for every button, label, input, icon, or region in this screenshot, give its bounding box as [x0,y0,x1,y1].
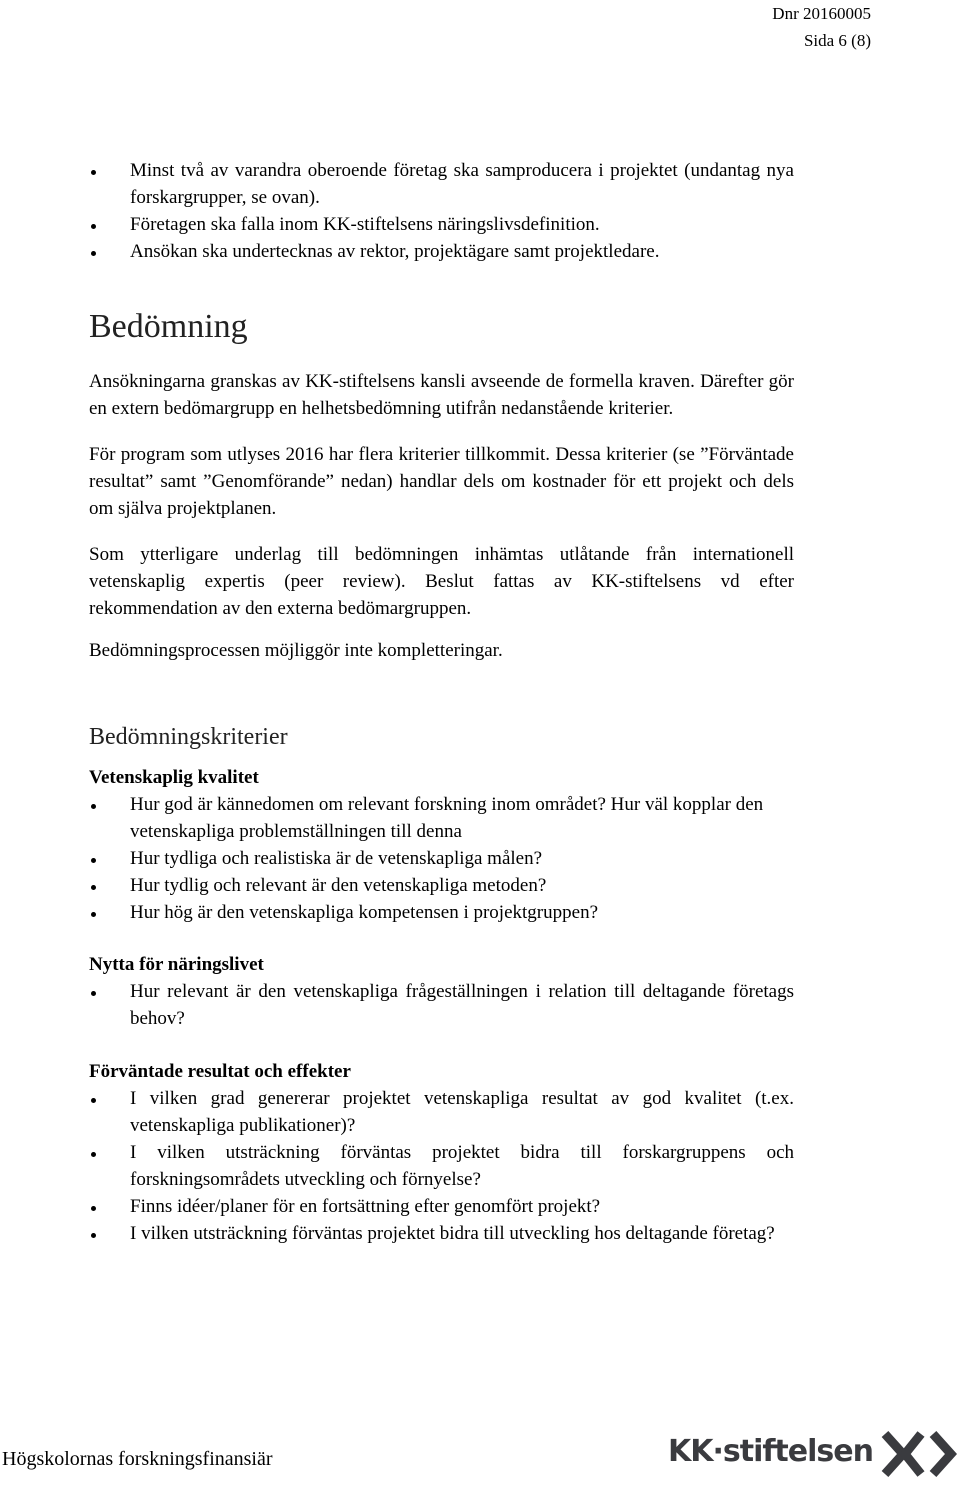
section-title: Vetenskaplig kvalitet [89,767,259,788]
list-item: I vilken grad genererar projektet vetenskapliga resultat av god kvalitet (t.ex. vetenskapliga publikationer)? [89,1085,794,1139]
kk-stiftelsen-logo [668,1431,958,1477]
paragraph: Ansökningarna granskas av KK-stiftelsens kansli avseende de formella kraven. Därefter gör en extern bedömargrupp en helhetsbedömning utifrån nedanstående kriterier. [89,371,794,419]
page-number: Sida 6 (8) [803,31,871,50]
list-item: Hur hög är den vetenskapliga kompetensen i projektgruppen? [89,899,794,926]
dnr-number: Dnr 20160005 [772,4,871,23]
logo-wordmark: KK·stiftelsen [668,1434,873,1469]
footer-tagline: Högskolornas forskningsfinansiär [2,1448,273,1470]
list-item: Minst två av varandra oberoende företag ska samproducera i projektet (undantag nya forskargrupper, se ovan). [89,157,794,211]
paragraph: Bedömningsprocessen möjliggör inte kompletteringar. [89,640,503,661]
list-item: Hur relevant är den vetenskapliga frågeställningen i relation till deltagande företags behov? [89,978,794,1032]
list-item: Hur god är kännedomen om relevant forskning inom området? Hur väl kopplar den vetenskapliga problemställningen till denna [89,791,794,845]
section-title: Förväntade resultat och effekter [89,1061,351,1082]
paragraph: För program som utlyses 2016 har flera kriterier tillkommit. Dessa kriterier (se ”Förväntade resultat” samt ”Genomförande” nedan) handlar dels om kostnader för ett projekt och dels om själva projektplanen. [89,444,794,519]
section-title: Nytta för näringslivet [89,954,264,975]
criteria-list [89,978,794,1032]
list-item: Företagen ska falla inom KK-stiftelsens näringslivsdefinition. [89,211,794,238]
document-body [89,157,794,1247]
list-item: Ansökan ska undertecknas av rektor, projektägare samt projektledare. [89,238,794,265]
chevron-mark-icon [881,1431,957,1477]
list-item: Finns idéer/planer för en fortsättning efter genomfört projekt? [89,1193,794,1220]
list-item: Hur tydlig och relevant är den vetenskapliga metoden? [89,872,794,899]
kriterier-heading: Bedömningskriterier [89,724,288,750]
list-item: Hur tydliga och realistiska är de vetenskapliga målen? [89,845,794,872]
criteria-list [89,791,794,926]
list-item: I vilken utsträckning förväntas projektet bidra till forskargruppens och forskningsområdets utveckling och förnyelse? [89,1139,794,1193]
bedomning-heading: Bedömning [89,308,248,345]
intro-bullet-list [89,157,794,265]
document-reference [772,0,871,54]
criteria-list [89,1085,794,1247]
paragraph: Som ytterligare underlag till bedömningen inhämtas utlåtande från internationell vetenskaplig expertis (peer review). Beslut fattas av KK-stiftelsens vd efter rekommendation av den externa bedömargruppen. [89,544,794,619]
list-item: I vilken utsträckning förväntas projektet bidra till utveckling hos deltagande företag? [89,1220,794,1247]
